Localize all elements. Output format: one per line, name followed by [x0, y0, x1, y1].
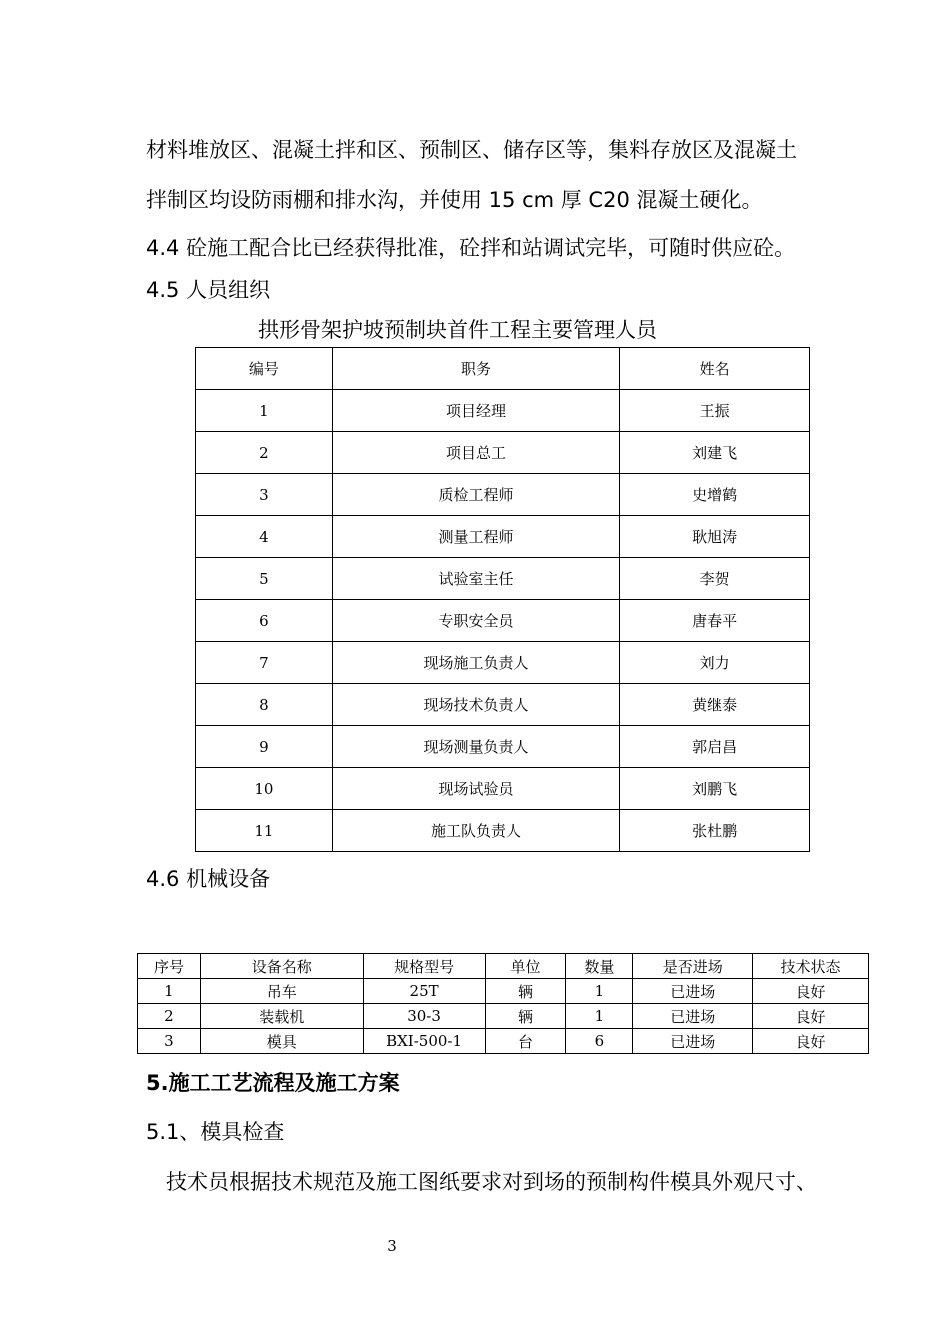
page-number: 3 — [387, 1237, 397, 1255]
staff-header-name: 姓名 — [620, 348, 810, 390]
equip-cell-quantity: 6 — [566, 1029, 633, 1054]
staff-table-header-row — [196, 348, 810, 390]
equip-cell-model: 25T — [363, 979, 485, 1004]
staff-header-number: 编号 — [196, 348, 333, 390]
equip-cell-model: 30-3 — [363, 1004, 485, 1029]
staff-table-caption: 拱形骨架护坡预制块首件工程主要管理人员 — [258, 318, 657, 342]
staff-cell-number: 2 — [196, 432, 333, 474]
equip-header-on-site: 是否进场 — [633, 954, 753, 979]
staff-cell-name: 耿旭涛 — [620, 516, 810, 558]
staff-table-row — [196, 684, 810, 726]
equip-cell-index: 2 — [138, 1004, 201, 1029]
staff-cell-name: 黄继泰 — [620, 684, 810, 726]
equip-cell-status: 良好 — [753, 1029, 869, 1054]
staff-table-row — [196, 768, 810, 810]
staff-cell-name: 史增鹤 — [620, 474, 810, 516]
staff-cell-name: 张杜鹏 — [620, 810, 810, 852]
staff-table-row — [196, 432, 810, 474]
staff-cell-position: 项目总工 — [332, 432, 620, 474]
staff-cell-number: 5 — [196, 558, 333, 600]
staff-cell-position: 现场施工负责人 — [332, 642, 620, 684]
equip-cell-status: 良好 — [753, 1004, 869, 1029]
equip-cell-name: 模具 — [200, 1029, 363, 1054]
staff-cell-position: 测量工程师 — [332, 516, 620, 558]
staff-cell-name: 郭启昌 — [620, 726, 810, 768]
staff-cell-position: 现场技术负责人 — [332, 684, 620, 726]
equip-header-index: 序号 — [138, 954, 201, 979]
staff-cell-number: 11 — [196, 810, 333, 852]
equip-header-model: 规格型号 — [363, 954, 485, 979]
equip-cell-index: 1 — [138, 979, 201, 1004]
staff-cell-name: 唐春平 — [620, 600, 810, 642]
equip-cell-name: 装载机 — [200, 1004, 363, 1029]
staff-cell-number: 10 — [196, 768, 333, 810]
staff-cell-name: 刘鹏飞 — [620, 768, 810, 810]
staff-cell-number: 8 — [196, 684, 333, 726]
equip-cell-on-site: 已进场 — [633, 1004, 753, 1029]
staff-table — [195, 347, 810, 852]
staff-cell-number: 9 — [196, 726, 333, 768]
section-4-5-heading: 4.5 人员组织 — [146, 278, 271, 302]
staff-cell-name: 刘建飞 — [620, 432, 810, 474]
section-5-1-heading: 5.1、模具检查 — [146, 1120, 285, 1144]
staff-table-row — [196, 726, 810, 768]
staff-table-row — [196, 600, 810, 642]
staff-table-row — [196, 390, 810, 432]
staff-cell-number: 4 — [196, 516, 333, 558]
staff-cell-number: 6 — [196, 600, 333, 642]
staff-cell-name: 王振 — [620, 390, 810, 432]
section-4-6-heading: 4.6 机械设备 — [146, 867, 271, 891]
equip-cell-unit: 台 — [485, 1029, 566, 1054]
paragraph-line-2: 拌制区均设防雨棚和排水沟，并使用 15 cm 厚 C20 混凝土硬化。 — [146, 188, 763, 212]
staff-header-position: 职务 — [332, 348, 620, 390]
equip-header-quantity: 数量 — [566, 954, 633, 979]
equip-cell-on-site: 已进场 — [633, 979, 753, 1004]
staff-cell-number: 3 — [196, 474, 333, 516]
staff-cell-position: 项目经理 — [332, 390, 620, 432]
equip-cell-quantity: 1 — [566, 1004, 633, 1029]
equipment-table — [137, 953, 869, 1054]
equip-header-name: 设备名称 — [200, 954, 363, 979]
equipment-table-header-row — [138, 954, 869, 979]
section-4-4-text: 4.4 砼施工配合比已经获得批准，砼拌和站调试完毕，可随时供应砼。 — [146, 236, 796, 260]
equipment-table-row — [138, 1029, 869, 1054]
paragraph-line-4: 技术员根据技术规范及施工图纸要求对到场的预制构件模具外观尺寸、 — [166, 1170, 817, 1194]
staff-table-row — [196, 810, 810, 852]
staff-table-row — [196, 516, 810, 558]
section-5-heading: 5.施工工艺流程及施工方案 — [146, 1071, 400, 1095]
staff-cell-position: 质检工程师 — [332, 474, 620, 516]
staff-cell-position: 试验室主任 — [332, 558, 620, 600]
equip-cell-on-site: 已进场 — [633, 1029, 753, 1054]
staff-cell-position: 现场试验员 — [332, 768, 620, 810]
staff-cell-position: 现场测量负责人 — [332, 726, 620, 768]
staff-cell-number: 7 — [196, 642, 333, 684]
equipment-table-row — [138, 1004, 869, 1029]
equip-cell-status: 良好 — [753, 979, 869, 1004]
staff-table-row — [196, 558, 810, 600]
staff-cell-name: 李贺 — [620, 558, 810, 600]
equip-cell-name: 吊车 — [200, 979, 363, 1004]
equip-header-status: 技术状态 — [753, 954, 869, 979]
equip-header-unit: 单位 — [485, 954, 566, 979]
staff-table-row — [196, 642, 810, 684]
equip-cell-quantity: 1 — [566, 979, 633, 1004]
equip-cell-unit: 辆 — [485, 979, 566, 1004]
equip-cell-unit: 辆 — [485, 1004, 566, 1029]
paragraph-line-1: 材料堆放区、混凝土拌和区、预制区、储存区等，集料存放区及混凝土 — [146, 138, 797, 162]
equip-cell-model: BXI-500-1 — [363, 1029, 485, 1054]
equipment-table-row — [138, 979, 869, 1004]
staff-cell-position: 专职安全员 — [332, 600, 620, 642]
equip-cell-index: 3 — [138, 1029, 201, 1054]
staff-cell-position: 施工队负责人 — [332, 810, 620, 852]
staff-table-row — [196, 474, 810, 516]
staff-cell-number: 1 — [196, 390, 333, 432]
staff-cell-name: 刘力 — [620, 642, 810, 684]
